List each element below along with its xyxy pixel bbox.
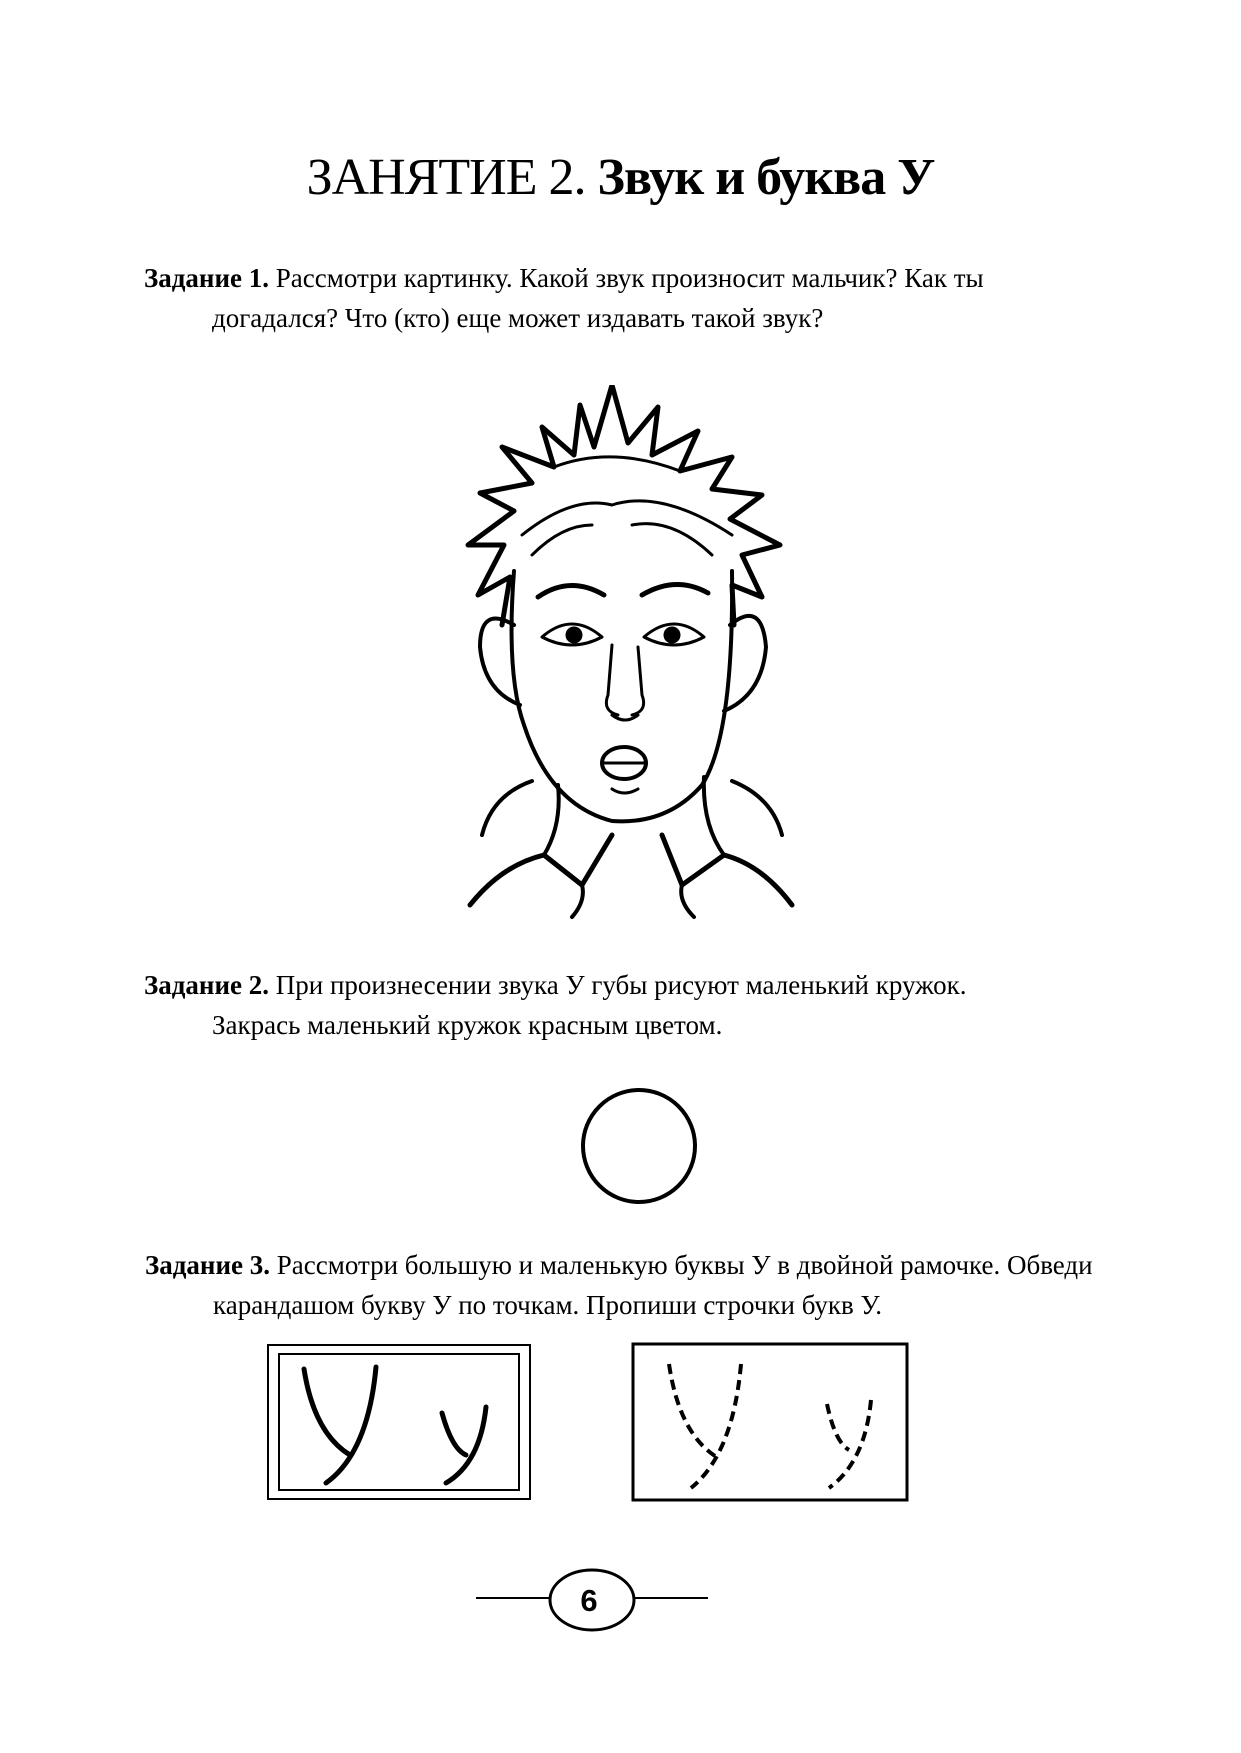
task-2-line-1: При произнесении звука У губы рисуют маленький кружок. [275, 970, 967, 1000]
task-2 [144, 965, 1144, 1045]
nose [606, 645, 643, 720]
big-letter-u [304, 1367, 376, 1483]
dotted-small-letter-u [827, 1400, 871, 1488]
small-letter-u [442, 1407, 486, 1483]
letter-u-trace-frame[interactable] [631, 1342, 909, 1502]
right-brow [642, 584, 708, 595]
page-number: 6 [580, 1583, 598, 1618]
task-1 [144, 258, 1144, 338]
task-3-line-2: карандашом букву У по точкам. Пропиши строчки букв У. [213, 1290, 883, 1320]
page-title [0, 148, 1241, 208]
task-2-line-2: Закрась маленький кружок красным цветом. [212, 1010, 723, 1040]
lesson-number: ЗАНЯТИЕ 2. [306, 149, 586, 206]
lesson-topic: Звук и буква У [597, 149, 935, 206]
task-1-line-2: догадался? Что (кто) еще может издавать такой звук? [212, 303, 824, 333]
coloring-circle[interactable] [578, 1085, 700, 1207]
letter-u-double-frame [266, 1343, 532, 1501]
task-3-line-1: Рассмотри большую и маленькую буквы У в двойной рамочке. Обведи [276, 1250, 1093, 1280]
task-1-line-1: Рассмотри картинку. Какой звук произносит мальчик? Как ты [275, 263, 984, 293]
task-2-label: Задание 2. [144, 970, 270, 1000]
dotted-big-letter-u [669, 1364, 741, 1488]
left-brow [538, 585, 604, 597]
task-1-label: Задание 1. [144, 263, 270, 293]
task-3 [145, 1245, 1205, 1325]
task-3-label: Задание 3. [145, 1250, 271, 1280]
boy-illustration [462, 385, 802, 925]
face-outline [512, 571, 733, 821]
